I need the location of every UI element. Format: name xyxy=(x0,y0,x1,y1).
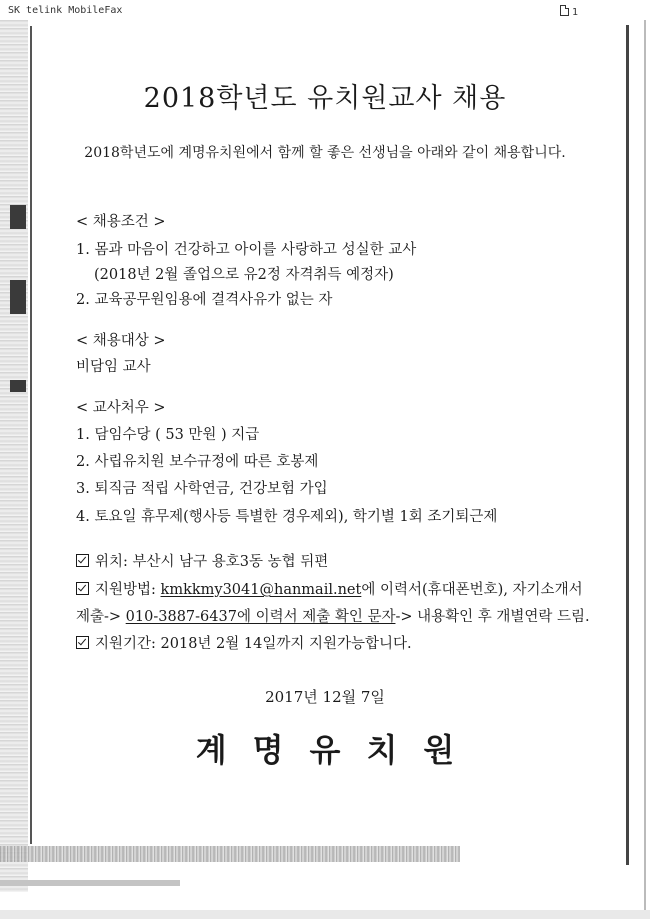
benefits-heading: < 교사처우 > xyxy=(76,400,166,416)
location-text: 위치: 부산시 남구 용호3동 농협 뒤편 xyxy=(95,554,329,570)
fax-sender: SK telink MobileFax xyxy=(8,5,123,16)
scan-mark xyxy=(10,205,26,229)
condition-item: 1. 몸과 마음이 건강하고 아이를 사랑하고 성실한 교사 xyxy=(76,242,417,258)
apply-method-suffix: 에 이력서(휴대폰번호), 자기소개서 xyxy=(361,582,583,598)
scan-noise-bottom xyxy=(0,846,460,862)
organization-name: 계명유치원 xyxy=(195,731,481,769)
apply-method-label: 지원방법: xyxy=(95,582,161,598)
scan-noise-bottom xyxy=(0,910,650,919)
target-value: 비담임 교사 xyxy=(76,359,151,375)
checkbox-icon xyxy=(76,554,89,567)
apply-method-line xyxy=(76,578,583,599)
scan-mark xyxy=(10,380,26,392)
deadline-text: 지원기간: 2018년 2월 14일까지 지원가능합니다. xyxy=(95,636,412,652)
apply-email-link[interactable]: kmkkmy3041@hanmail.net xyxy=(160,582,362,598)
scan-noise-bottom xyxy=(0,880,180,886)
apply-phone-text: 010-3887-6437에 이력서 제출 확인 문자 xyxy=(125,609,396,625)
benefit-item: 1. 담임수당 ( 53 만원 ) 지급 xyxy=(76,427,260,443)
location-line xyxy=(76,550,328,571)
intro-text: 2018학년도에 계명유치원에서 함께 할 좋은 선생님을 아래와 같이 채용합니다. xyxy=(84,145,566,161)
checkbox-icon xyxy=(76,582,89,595)
apply-method-line-2 xyxy=(76,605,590,626)
fax-header xyxy=(0,0,650,20)
fax-page-number: 1 xyxy=(571,7,578,18)
page-icon xyxy=(560,5,569,16)
scan-mark xyxy=(10,280,26,314)
apply-submit-suffix: -> 내용확인 후 개별연락 드림. xyxy=(395,609,590,625)
condition-item: 2. 교육공무원임용에 결격사유가 없는 자 xyxy=(76,292,333,308)
target-heading: < 채용대상 > xyxy=(76,333,166,349)
checkbox-icon xyxy=(76,636,89,649)
conditions-heading: < 채용조건 > xyxy=(76,214,166,230)
benefit-item: 3. 퇴직금 적립 사학연금, 건강보험 가입 xyxy=(76,481,328,497)
document-title: 2018학년도 유치원교사 채용 xyxy=(143,83,507,114)
condition-item: (2018년 2월 졸업으로 유2정 자격취득 예정자) xyxy=(94,267,394,283)
benefit-item: 2. 사립유치원 보수규정에 따른 호봉제 xyxy=(76,454,319,470)
document-date: 2017년 12월 7일 xyxy=(265,688,385,706)
fax-page-indicator xyxy=(560,5,578,18)
apply-submit-prefix: 제출-> xyxy=(76,609,126,625)
benefit-item: 4. 토요일 휴무제(행사등 특별한 경우제외), 학기별 1회 조기퇴근제 xyxy=(76,509,498,525)
deadline-line xyxy=(76,632,412,653)
